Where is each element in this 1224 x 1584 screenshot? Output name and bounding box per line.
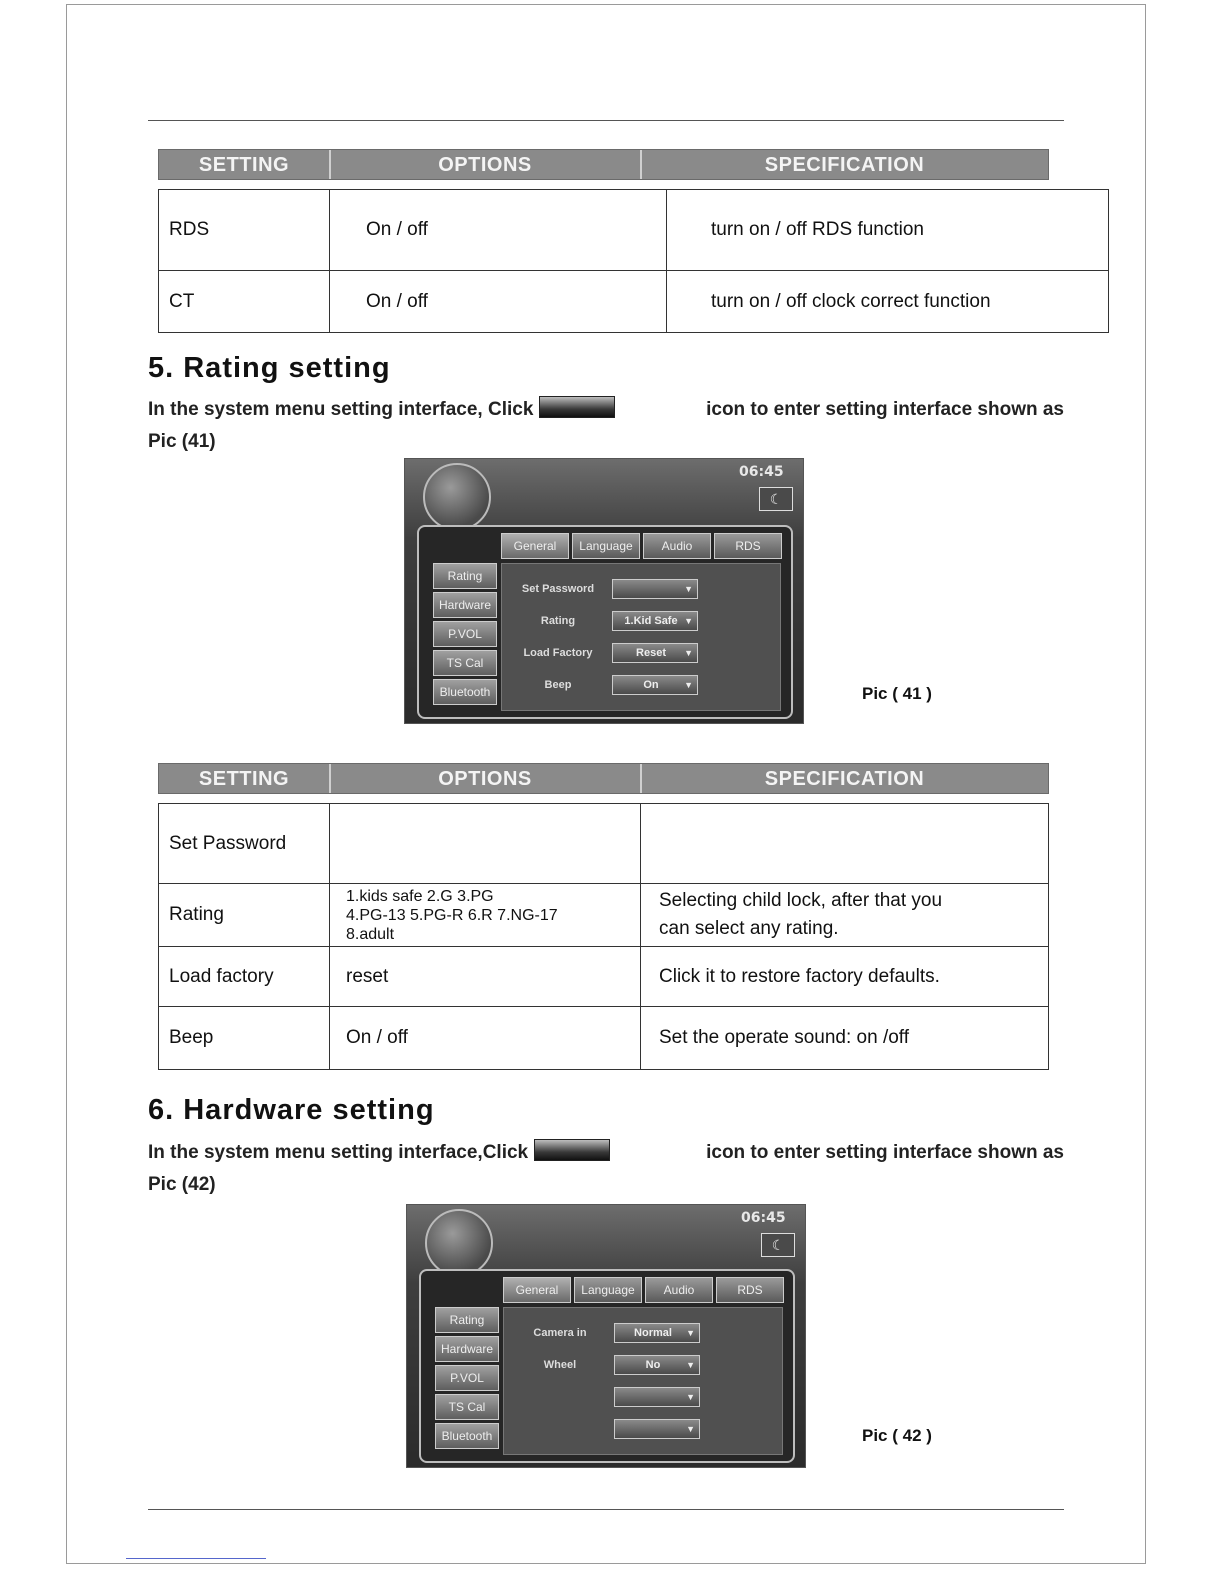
dropdown-arrow-icon: ▼ <box>684 680 693 690</box>
setting-cell: RDS <box>159 190 330 271</box>
set-password-label: Set Password <box>521 583 595 595</box>
rating-button-icon <box>539 396 615 418</box>
rating-option-line: 4.PG-13 5.PG-R 6.R 7.NG-17 <box>346 906 558 924</box>
hardware-intro-paragraph <box>148 1137 1064 1201</box>
options-cell: On / off <box>330 271 667 333</box>
tab-general[interactable]: General <box>501 533 569 559</box>
pic-41-caption: Pic ( 41 ) <box>862 684 932 703</box>
rating-spec-table <box>158 763 1049 1071</box>
dropdown-arrow-icon: ▼ <box>684 616 693 626</box>
table-row <box>159 804 1049 884</box>
beep-dropdown[interactable]: On ▼ <box>612 675 698 695</box>
dropdown-arrow-icon: ▼ <box>686 1328 695 1338</box>
tab-rds[interactable]: RDS <box>716 1277 784 1303</box>
camera-in-dropdown[interactable]: Normal ▼ <box>614 1323 700 1343</box>
setting-cell: CT <box>159 271 330 333</box>
spec-cell: Click it to restore factory defaults. <box>641 947 1049 1007</box>
side-button-bluetooth[interactable]: Bluetooth <box>435 1423 499 1449</box>
night-mode-icon[interactable]: ☾ <box>761 1233 795 1257</box>
spec-cell <box>641 804 1049 884</box>
rating-section-title: 5. Rating setting <box>148 352 391 384</box>
table-header <box>158 149 1049 180</box>
rating-settings-screen <box>404 458 804 724</box>
tab-rds[interactable]: RDS <box>714 533 782 559</box>
side-button-rating[interactable]: Rating <box>433 563 497 589</box>
spec-cell <box>641 884 1049 947</box>
options-cell: On / off <box>330 1007 641 1070</box>
options-cell: On / off <box>330 190 667 271</box>
table-header <box>158 763 1049 794</box>
side-button-pvol[interactable]: P.VOL <box>433 621 497 647</box>
tab-general[interactable]: General <box>503 1277 571 1303</box>
options-cell <box>330 884 641 947</box>
spec-cell: turn on / off RDS function <box>667 190 1109 271</box>
table-row <box>159 190 1109 271</box>
table-row <box>159 1007 1049 1070</box>
empty-dropdown[interactable] <box>614 1387 700 1407</box>
rating-label: Rating <box>540 615 576 627</box>
dropdown-arrow-icon: ▼ <box>686 1360 695 1370</box>
rating-dropdown[interactable]: 1.Kid Safe ▼ <box>612 611 698 631</box>
night-mode-icon[interactable]: ☾ <box>759 487 793 511</box>
clock-time: 06:45 <box>739 464 784 480</box>
dropdown-arrow-icon: ▼ <box>684 648 693 658</box>
header-options: OPTIONS <box>330 150 642 179</box>
hardware-settings-screen <box>406 1204 806 1468</box>
tab-language[interactable]: Language <box>574 1277 642 1303</box>
setting-cell: Rating <box>159 884 330 947</box>
settings-panel <box>419 1269 795 1463</box>
setting-cell: Set Password <box>159 804 330 884</box>
header-setting: SETTING <box>159 764 331 793</box>
rating-intro-line2: Pic (41) <box>148 431 216 452</box>
wheel-label: Wheel <box>543 1359 577 1371</box>
settings-content <box>501 563 781 711</box>
rating-option-line: 1.kids safe 2.G 3.PG <box>346 887 494 905</box>
header-specification: SPECIFICATION <box>764 154 925 176</box>
options-cell: reset <box>330 947 641 1007</box>
side-button-ts-cal[interactable]: TS Cal <box>435 1394 499 1420</box>
options-cell <box>330 804 641 884</box>
header-specification: SPECIFICATION <box>764 768 925 790</box>
spec-cell: Set the operate sound: on /off <box>641 1007 1049 1070</box>
hardware-intro-after: icon to enter setting interface shown as <box>706 1142 1064 1163</box>
table-row <box>159 271 1109 333</box>
side-button-hardware[interactable]: Hardware <box>433 592 497 618</box>
dropdown-arrow-icon: ▼ <box>684 584 693 594</box>
table-row <box>159 884 1049 947</box>
hardware-intro-before: In the system menu setting interface,Click <box>148 1142 529 1163</box>
setting-cell: Beep <box>159 1007 330 1070</box>
wheel-dropdown[interactable]: No ▼ <box>614 1355 700 1375</box>
home-knob-icon[interactable] <box>423 463 491 531</box>
clock-time: 06:45 <box>741 1210 786 1226</box>
empty-dropdown[interactable] <box>614 1419 700 1439</box>
rating-intro-before: In the system menu setting interface, Click <box>148 399 534 420</box>
load-factory-dropdown[interactable]: Reset ▼ <box>612 643 698 663</box>
load-factory-label: Load Factory <box>523 647 593 659</box>
hardware-intro-line2: Pic (42) <box>148 1174 216 1195</box>
header-rule <box>148 120 1064 121</box>
beep-label: Beep <box>544 679 572 691</box>
hardware-button-icon <box>534 1139 610 1161</box>
settings-panel <box>417 525 793 719</box>
footer-link-line <box>126 1558 266 1559</box>
camera-in-label: Camera in <box>533 1327 587 1339</box>
home-knob-icon[interactable] <box>425 1209 493 1277</box>
rating-intro-after: icon to enter setting interface shown as <box>706 399 1064 420</box>
side-button-rating[interactable]: Rating <box>435 1307 499 1333</box>
side-button-hardware[interactable]: Hardware <box>435 1336 499 1362</box>
spec-cell: turn on / off clock correct function <box>667 271 1109 333</box>
header-options: OPTIONS <box>330 764 642 793</box>
rating-spec-line: Selecting child lock, after that you <box>659 890 943 911</box>
rating-spec-line: can select any rating. <box>659 918 839 939</box>
dropdown-arrow-icon: ▼ <box>686 1424 695 1434</box>
header-setting: SETTING <box>159 150 331 179</box>
tab-audio[interactable]: Audio <box>643 533 711 559</box>
tab-language[interactable]: Language <box>572 533 640 559</box>
table-row <box>159 947 1049 1007</box>
rating-intro-paragraph <box>148 394 1064 458</box>
footer-rule <box>148 1509 1064 1510</box>
side-button-bluetooth[interactable]: Bluetooth <box>433 679 497 705</box>
setting-cell: Load factory <box>159 947 330 1007</box>
settings-content <box>503 1307 783 1455</box>
rating-option-line: 8.adult <box>346 925 395 943</box>
pic-42-caption: Pic ( 42 ) <box>862 1426 932 1445</box>
dropdown-arrow-icon: ▼ <box>686 1392 695 1402</box>
tab-audio[interactable]: Audio <box>645 1277 713 1303</box>
set-password-dropdown[interactable] <box>612 579 698 599</box>
side-button-ts-cal[interactable]: TS Cal <box>433 650 497 676</box>
hardware-section-title: 6. Hardware setting <box>148 1094 435 1126</box>
rds-spec-table <box>158 149 1049 333</box>
side-button-pvol[interactable]: P.VOL <box>435 1365 499 1391</box>
